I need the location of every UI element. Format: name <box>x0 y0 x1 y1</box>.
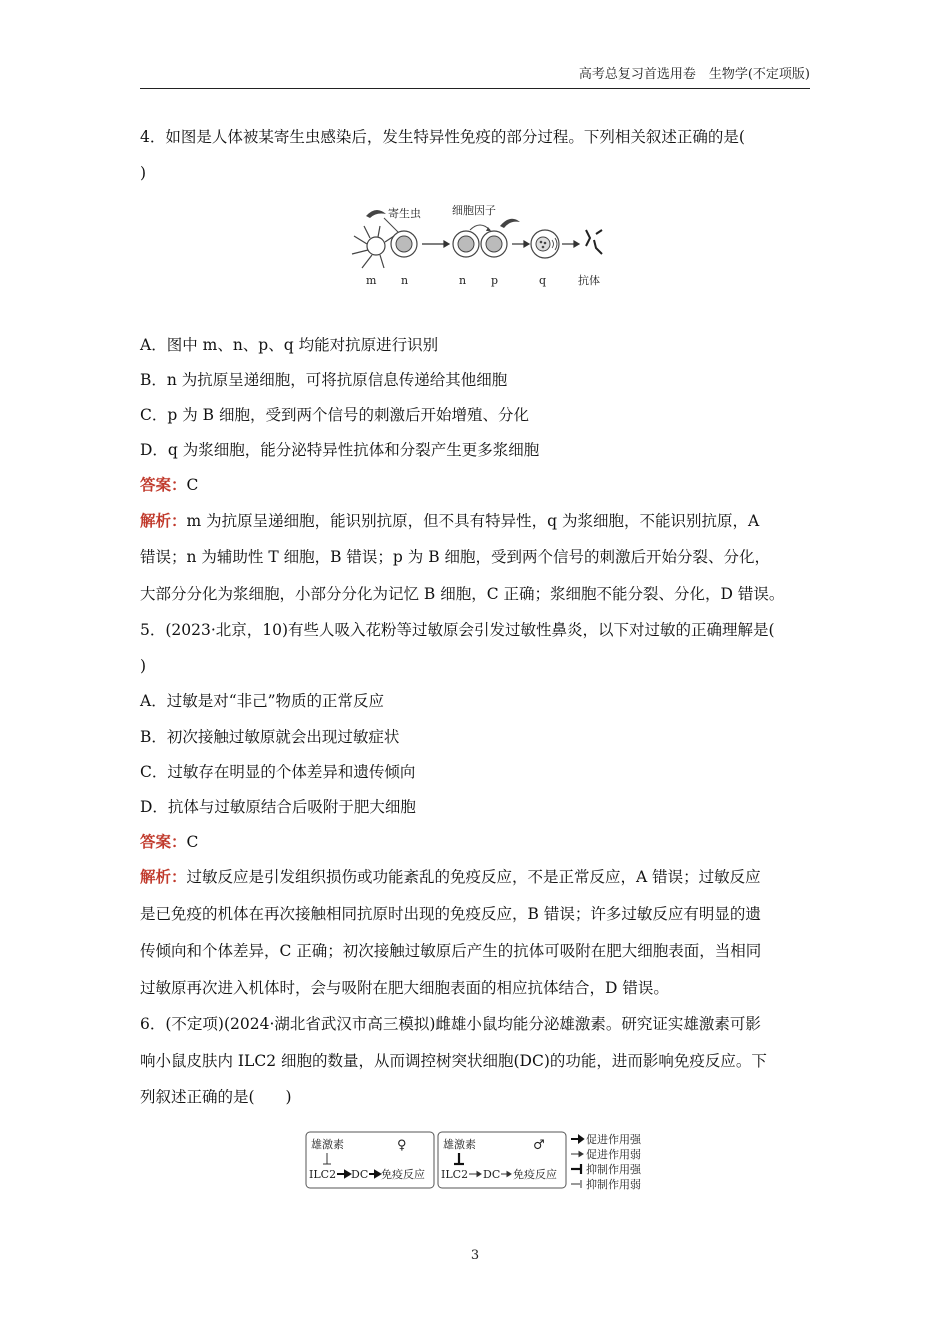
parasite-icon-2 <box>500 219 520 228</box>
q4-analysis-line-3: 大部分分化为浆细胞，小部分分化为记忆 B 细胞，C 正确；浆细胞不能分裂、分化，D 错误。 <box>140 585 785 603</box>
q5-analysis-line-3: 传倾向和个体差异，C 正确；初次接触过敏原后产生的抗体可吸附在肥大细胞表面，当相同 <box>140 942 762 960</box>
q4-option-c: C．p 为 B 细胞，受到两个信号的刺激后开始增殖、分化 <box>140 406 529 424</box>
analysis-label: 解析： <box>140 511 187 530</box>
male-dc-label: DC <box>483 1168 501 1181</box>
strong-promote-arrow-icon <box>337 1171 350 1177</box>
female-ilc2-label: ILC2 <box>309 1168 337 1181</box>
arrow-icon <box>512 241 529 247</box>
male-symbol: ♂ <box>533 1138 545 1153</box>
label-m: m <box>366 274 377 287</box>
legend-strong-promote: 促进作用强 <box>586 1133 641 1146</box>
q5-stem: 5．(2023·北京，10)有些人吸入花粉等过敏原会引发过敏性鼻炎，以下对过敏的正确理解是( <box>140 621 775 639</box>
label-n: n <box>401 274 409 287</box>
q5-analysis-line-1: 解析：过敏反应是引发组织损伤或功能紊乱的免疫反应，不是正常反应，A 错误；过敏反应 <box>140 867 761 886</box>
female-immune-label: 免疫反应 <box>381 1168 425 1181</box>
antibody-icon <box>586 230 602 254</box>
q4-stem-end: ) <box>140 164 147 182</box>
cell-n2-icon <box>453 231 479 257</box>
legend-weak-inhibit: 抑制作用弱 <box>586 1178 641 1191</box>
q4-stem: 4．如图是人体被某寄生虫感染后，发生特异性免疫的部分过程。下列相关叙述正确的是( <box>140 128 745 146</box>
q5-analysis-line-2: 是已免疫的机体在再次接触相同抗原时出现的免疫反应，B 错误；许多过敏反应有明显的遗 <box>140 905 761 923</box>
page-number: 3 <box>470 1248 480 1263</box>
weak-promote-arrow-icon <box>469 1172 481 1177</box>
cell-p-icon <box>481 231 507 257</box>
q5-option-a: A．过敏是对“非己”物质的正常反应 <box>140 692 385 710</box>
cell-n-icon <box>391 231 417 257</box>
arrow-icon <box>422 241 449 247</box>
cytokine-label: 细胞因子 <box>452 204 496 217</box>
q5-option-b: B．初次接触过敏原就会出现过敏症状 <box>140 728 400 746</box>
q6-stem-line-3: 列叙述正确的是( ) <box>140 1088 292 1106</box>
legend-strong-inhibit: 抑制作用强 <box>586 1163 641 1176</box>
q5-analysis-line-4: 过敏原再次进入机体时，会与吸附在肥大细胞表面的相应抗体结合，D 错误。 <box>140 979 669 997</box>
strong-inhibit-arrow-icon <box>454 1153 464 1164</box>
q5-answer <box>140 831 820 853</box>
q6-stem-line-1: 6．(不定项)(2024·湖北省武汉市高三模拟)雌雄小鼠均能分泌雄激素。研究证实雄激素可影 <box>140 1015 761 1033</box>
q5-option-c: C．过敏存在明显的个体差异和遗传倾向 <box>140 763 416 781</box>
answer-value: C <box>186 833 199 851</box>
cell-m-icon <box>352 226 394 268</box>
q6-hormone-diagram <box>305 1128 655 1192</box>
legend <box>571 1132 642 1191</box>
antibody-label: 抗体 <box>578 274 600 287</box>
answer-label: 答案： <box>140 832 187 851</box>
parasite-label: 寄生虫 <box>388 207 421 220</box>
q4-option-d: D．q 为浆细胞，能分泌特异性抗体和分裂产生更多浆细胞 <box>140 441 540 459</box>
label-n2: n <box>459 274 467 287</box>
q6-stem-line-2: 响小鼠皮肤内 ILC2 细胞的数量，从而调控树突状细胞(DC)的功能，进而影响免疫反应。下 <box>140 1052 767 1070</box>
cell-q-icon <box>531 230 559 258</box>
q4-option-a: A．图中 m、n、p、q 均能对抗原进行识别 <box>140 336 439 354</box>
weak-inhibit-arrow-icon <box>323 1153 331 1164</box>
legend-weak-promote: 促进作用弱 <box>586 1148 641 1161</box>
q4-answer <box>140 474 820 496</box>
weak-promote-arrow-icon <box>501 1172 511 1177</box>
q4-option-b: B．n 为抗原呈递细胞，可将抗原信息传递给其他细胞 <box>140 371 508 389</box>
male-hormone-label: 雄激素 <box>443 1138 476 1151</box>
male-ilc2-label: ILC2 <box>441 1168 469 1181</box>
analysis-label: 解析： <box>140 867 187 886</box>
arrow-icon <box>562 241 579 247</box>
female-dc-label: DC <box>351 1168 369 1181</box>
label-q: q <box>539 274 547 287</box>
q4-analysis-line-2: 错误；n 为辅助性 T 细胞，B 错误；p 为 B 细胞，受到两个信号的刺激后开始分裂、分化， <box>140 548 771 566</box>
male-immune-label: 免疫反应 <box>513 1168 557 1181</box>
parasite-icon <box>366 210 386 218</box>
q5-option-d: D．抗体与过敏原结合后吸附于肥大细胞 <box>140 798 416 816</box>
answer-value: C <box>186 476 199 494</box>
female-symbol: ♀ <box>397 1138 407 1153</box>
header-title: 高考总复习首选用卷 生物学(不定项版) <box>578 67 810 82</box>
female-hormone-label: 雄激素 <box>311 1138 344 1151</box>
q5-stem-end: ) <box>140 657 147 675</box>
label-p: p <box>491 274 499 287</box>
answer-label: 答案： <box>140 475 187 494</box>
page-header <box>140 64 810 89</box>
strong-promote-arrow-icon <box>369 1171 380 1177</box>
q4-analysis-line-1: 解析：m 为抗原呈递细胞，能识别抗原，但不具有特异性，q 为浆细胞，不能识别抗原，A <box>140 511 760 530</box>
q4-immune-process-figure <box>340 200 620 295</box>
